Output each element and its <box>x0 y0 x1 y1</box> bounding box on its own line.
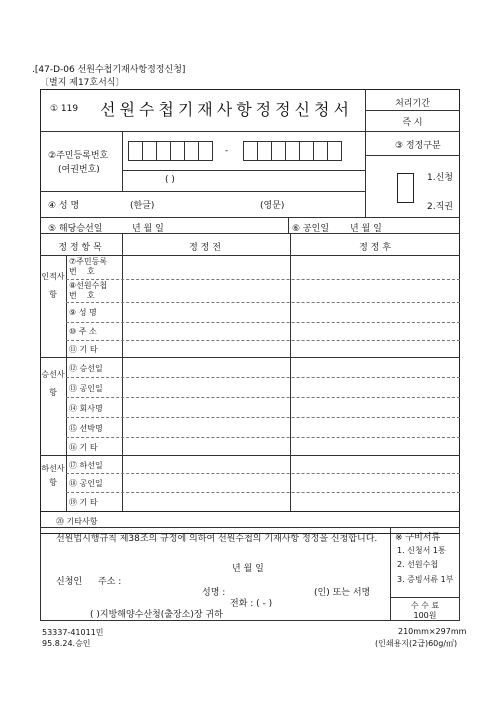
boarding-date-field[interactable]: 년 월 일 <box>132 224 164 234</box>
row-boarding-date: ⑫ 승선일 <box>69 364 103 373</box>
applicant-seal-or-signature: (인) 또는 서명 <box>314 588 371 598</box>
footer-paper-spec: (인쇄용지(2급)60g/㎡) <box>375 639 458 648</box>
name-hangul-field[interactable]: (한글) <box>130 201 155 211</box>
processing-label: 처리기간 <box>395 99 430 109</box>
row-boarding-other: ⑯ 기 타 <box>69 443 98 452</box>
group-boarding-label: 승선사항 <box>41 370 65 397</box>
passport-number-label: (여권번호) <box>58 165 100 175</box>
group-personal-label: 인적사항 <box>41 272 65 299</box>
applicant-phone-field[interactable]: 전화 : ( - ) <box>230 599 273 609</box>
required-docs-title: ※ 구비서류 <box>395 533 441 543</box>
form-number: ① 119 <box>50 104 79 114</box>
resident-number-dash: - <box>225 146 229 156</box>
processing-value: 즉 시 <box>402 118 423 128</box>
name-english-field[interactable]: (영문) <box>260 201 285 211</box>
row-address: ⑩ 주 소 <box>69 327 97 336</box>
applicant-address-field[interactable]: 주소 : <box>98 577 122 587</box>
footer-paper-size: 210mm×297mm <box>398 627 467 636</box>
correction-type-option-2: 2.직권 <box>427 202 453 212</box>
correction-type-checkbox[interactable] <box>397 173 414 203</box>
resident-number-label: ②주민등록번호 <box>48 151 109 161</box>
fee-label: 수 수 료 <box>410 601 440 610</box>
row-disembark-other: ⑲ 기 타 <box>69 498 98 507</box>
row-boarding-notary-date: ⑬ 공인일 <box>69 384 103 393</box>
column-header-after: 정 정 후 <box>359 243 391 253</box>
addressee-text: ( )지방해양수산청(출장소)장 귀하 <box>90 610 223 620</box>
row-seaman-book-number: ⑧선원수첩 번 호 <box>69 281 108 300</box>
row-other-matters: ⑳ 기타사항 <box>56 517 98 526</box>
passport-number-field[interactable]: ( ) <box>165 175 175 185</box>
notary-date-field[interactable]: 년 월 일 <box>350 224 382 234</box>
fee-value: 100원 <box>413 611 437 620</box>
group-disembark-label: 하선사항 <box>41 464 65 487</box>
row-disembark-date: ⑰ 하선일 <box>69 461 103 470</box>
footer-code: 53337-41011민 <box>42 628 104 637</box>
correction-type-label: ③ 정정구분 <box>395 141 441 151</box>
form-title: 선원수첩기재사항정정신청서 <box>100 100 353 119</box>
required-doc-2: 2. 선원수첩 <box>397 560 439 569</box>
row-name: ⑨ 성 명 <box>69 308 97 317</box>
column-header-item: 정 정 항 목 <box>58 243 102 253</box>
notary-date-label: ⑥ 공인일 <box>292 224 330 234</box>
required-doc-3: 3. 증빙서류 1부 <box>397 575 454 584</box>
statement-text: 선원법시행규칙 제38조의 규정에 의하여 선원수첩의 기재사항 정정을 신청합니다. <box>56 534 378 544</box>
row-resident-number: ⑦주민등록 번 호 <box>69 257 108 276</box>
row-ship-name: ⑮ 선박명 <box>69 424 103 433</box>
correction-type-option-1: 1.신청 <box>427 173 453 183</box>
form-reference: 〔별지 제17호서식〕 <box>40 78 125 88</box>
applicant-name-field[interactable]: 성명 : <box>202 588 226 598</box>
applicant-label: 신청인 <box>56 577 83 587</box>
application-date[interactable]: 년 월 일 <box>232 564 264 574</box>
row-personal-other: ⑪ 기 타 <box>69 345 98 354</box>
required-doc-1: 1. 신청서 1통 <box>397 546 446 555</box>
row-company-name: ⑭ 회사명 <box>69 404 103 413</box>
footer-approved: 95.8.24.승인 <box>42 639 91 648</box>
name-label: ④ 성 명 <box>48 201 80 211</box>
document-code: .[47-D-06 선원수첩기재사항정정신청] <box>32 65 186 75</box>
column-header-before: 정 정 전 <box>189 243 221 253</box>
boarding-date-label: ⑤ 해당승선일 <box>48 224 103 234</box>
row-disembark-notary-date: ⑱ 공인일 <box>69 479 103 488</box>
